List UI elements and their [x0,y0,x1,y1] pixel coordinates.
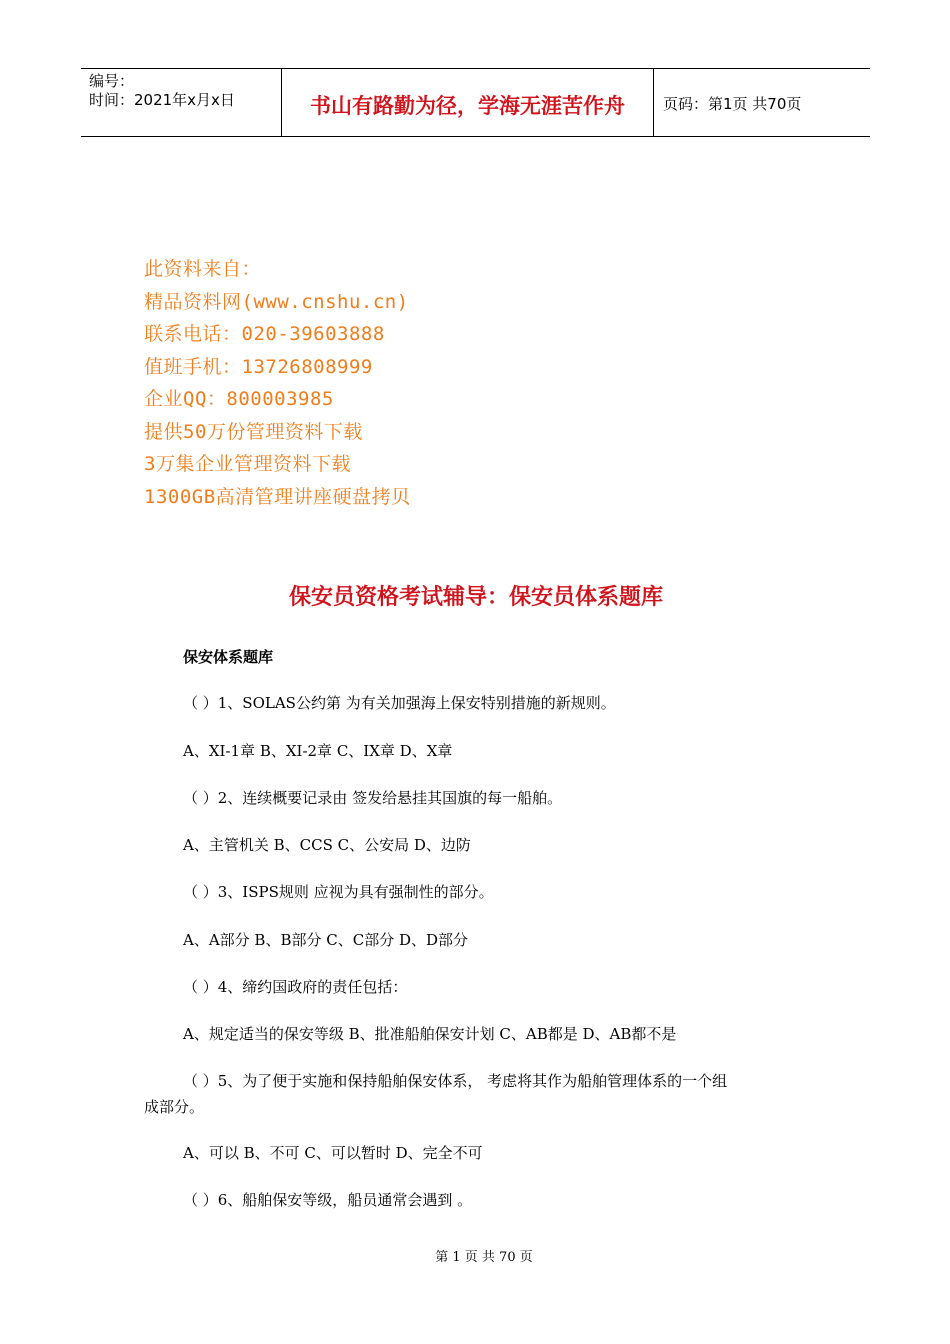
source-info-line: 提供50万份管理资料下载 [144,420,363,443]
source-info-line: 值班手机：13726808999 [144,355,373,378]
question-line: （ ）6、船舶保安等级，船员通常会遇到 。 [183,1191,473,1209]
header-motto: 书山有路勤为径，学海无涯苦作舟 [282,69,654,136]
question-line: （ ）4、缔约国政府的责任包括： [183,978,408,996]
source-info-block [144,253,411,513]
question-line: （ ）5、为了便于实施和保持船舶保安体系， 考虑将其作为船舶管理体系的一个组 [183,1072,728,1090]
options-line: A、A部分 B、B部分 C、C部分 D、D部分 [183,931,469,949]
source-info-line: 1300GB高清管理讲座硬盘拷贝 [144,485,411,508]
question-line: （ ）3、ISPS规则 应视为具有强制性的部分。 [183,883,494,901]
header-time-label: 时间：2021年x月x日 [89,91,235,109]
source-info-line: 精品资料网(www.cnshu.cn) [144,290,409,313]
header-number-label: 编号： [89,72,135,90]
header-page-info: 页码：第1页 共70页 [663,95,802,113]
source-info-line: 3万集企业管理资料下载 [144,453,351,475]
question-line: （ ）1、SOLAS公约第 为有关加强海上保安特别措施的新规则。 [183,694,616,712]
page-footer: 第 1 页 共 70 页 [435,1250,533,1265]
document-title: 保安员资格考试辅导：保安员体系题库 [288,585,663,610]
header-meta [81,69,282,136]
options-line: A、规定适当的保安等级 B、批准船舶保安计划 C、AB都是 D、AB都不是 [183,1025,677,1043]
options-line: A、XI-1章 B、XI-2章 C、IX章 D、X章 [183,742,453,760]
section-heading: 保安体系题库 [183,648,274,666]
question-line-continued: 成部分。 [144,1098,205,1116]
source-info-line: 企业QQ：800003985 [144,388,334,410]
page-header [81,68,870,137]
options-line: A、可以 B、不可 C、可以暂时 D、完全不可 [183,1144,483,1162]
question-line: （ ）2、连续概要记录由 签发给悬挂其国旗的每一船舶。 [183,789,563,807]
source-info-line: 此资料来自： [144,258,262,280]
source-info-line: 联系电话：020-39603888 [144,323,385,345]
options-line: A、主管机关 B、CCS C、公安局 D、边防 [183,836,471,854]
